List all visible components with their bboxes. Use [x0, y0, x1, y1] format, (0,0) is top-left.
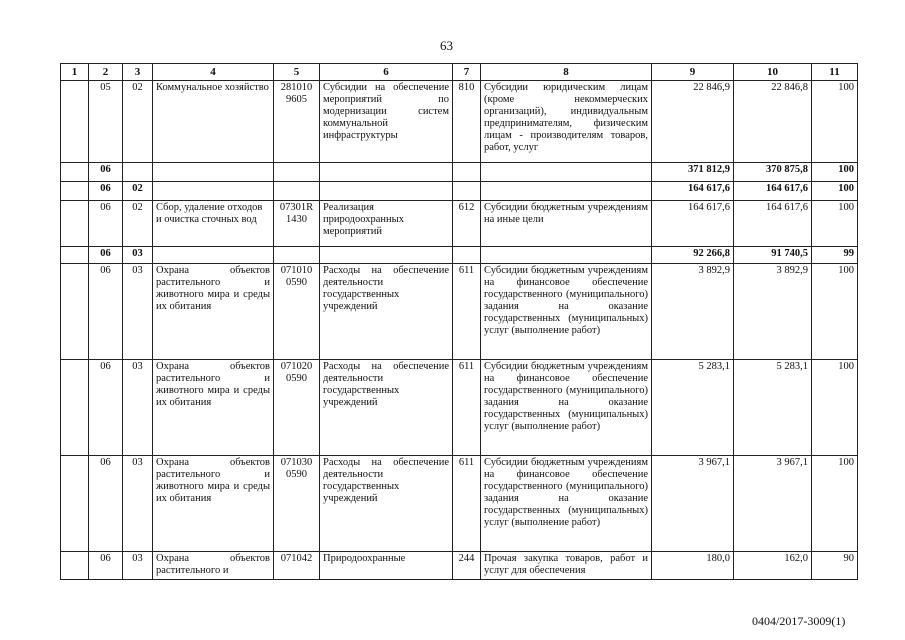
cell-expense-type	[453, 163, 481, 182]
cell-name-text: Охрана объектов растительного и	[156, 553, 270, 576]
budget-table	[60, 63, 858, 580]
header-col-2: 2	[89, 64, 123, 81]
table-row	[61, 360, 858, 456]
cell-plan: 180,0	[652, 552, 734, 580]
page-number: 63	[440, 38, 453, 53]
header-col-7: 7	[453, 64, 481, 81]
cell-executed: 5 283,1	[734, 360, 812, 456]
cell-empty	[61, 163, 89, 182]
cell-percent: 99	[812, 247, 858, 264]
cell-target-article: 281010 9605	[274, 81, 320, 163]
cell-plan: 5 283,1	[652, 360, 734, 456]
cell-target-article: 071042	[274, 552, 320, 580]
cell-expense-type	[453, 247, 481, 264]
cell-section: 06	[89, 247, 123, 264]
cell-target-article	[274, 247, 320, 264]
cell-percent: 100	[812, 360, 858, 456]
cell-expense-type-name	[481, 552, 652, 580]
cell-expense-type: 244	[453, 552, 481, 580]
table-row	[61, 247, 858, 264]
header-row	[61, 64, 858, 81]
cell-section: 06	[89, 264, 123, 360]
cell-empty	[61, 201, 89, 247]
cell-name: Коммунальное хозяйство	[153, 81, 274, 163]
cell-article-name	[320, 182, 453, 201]
cell-article-name	[320, 247, 453, 264]
cell-expense-type-name: Субсидии бюджетным учреждениям на финансовое обеспечение государственного (муниципального) задания на оказание государственных (муниципальных) услуг (выполнение работ)	[481, 360, 652, 456]
cell-subsection: 03	[123, 360, 153, 456]
cell-article-name	[320, 163, 453, 182]
cell-empty	[61, 456, 89, 552]
cell-subsection	[123, 163, 153, 182]
table-row	[61, 201, 858, 247]
header-col-11: 11	[812, 64, 858, 81]
cell-executed: 22 846,8	[734, 81, 812, 163]
cell-article-name: Расходы на обеспечение деятельности государственных учреждений	[320, 456, 453, 552]
table-row	[61, 552, 858, 580]
header-col-1: 1	[61, 64, 89, 81]
cell-expense-type	[453, 182, 481, 201]
cell-expense-type-name	[481, 247, 652, 264]
cell-percent: 90	[812, 552, 858, 580]
cell-article-name: Природоохранные	[320, 552, 453, 580]
cell-subsection: 03	[123, 456, 153, 552]
header-col-6: 6	[320, 64, 453, 81]
cell-expense-type: 612	[453, 201, 481, 247]
cell-article-name: Реализация природоохранных мероприятий	[320, 201, 453, 247]
cell-executed: 3 967,1	[734, 456, 812, 552]
cell-section: 05	[89, 81, 123, 163]
cell-name	[153, 247, 274, 264]
cell-name: Охрана объектов растительного и животного мира и среды их обитания	[153, 264, 274, 360]
cell-empty	[61, 182, 89, 201]
table-row	[61, 81, 858, 163]
cell-target-article: 07301R 1430	[274, 201, 320, 247]
cell-target-article: 071030 0590	[274, 456, 320, 552]
table-row	[61, 163, 858, 182]
table-row	[61, 456, 858, 552]
cell-empty	[61, 81, 89, 163]
cell-executed: 3 892,9	[734, 264, 812, 360]
header-col-9: 9	[652, 64, 734, 81]
cell-empty	[61, 247, 89, 264]
cell-subsection: 02	[123, 81, 153, 163]
document-code: 0404/2017-3009(1)	[752, 614, 846, 628]
cell-subsection: 03	[123, 247, 153, 264]
cell-empty	[61, 360, 89, 456]
cell-subsection: 02	[123, 182, 153, 201]
header-col-10: 10	[734, 64, 812, 81]
header-col-5: 5	[274, 64, 320, 81]
cell-empty	[61, 264, 89, 360]
cell-expense-type-name	[481, 182, 652, 201]
cell-name: Охрана объектов растительного и животного мира и среды их обитания	[153, 456, 274, 552]
cell-expense-type-name: Субсидии бюджетным учреждениям на финансовое обеспечение государственного (муниципального) задания на оказание государственных (муниципальных) услуг (выполнение работ)	[481, 456, 652, 552]
cell-section: 06	[89, 552, 123, 580]
cell-plan: 164 617,6	[652, 182, 734, 201]
cell-section: 06	[89, 182, 123, 201]
cell-article-name: Расходы на обеспечение деятельности государственных учреждений	[320, 360, 453, 456]
cell-executed: 91 740,5	[734, 247, 812, 264]
cell-name	[153, 182, 274, 201]
cell-plan: 164 617,6	[652, 201, 734, 247]
cell-section: 06	[89, 163, 123, 182]
cell-section: 06	[89, 360, 123, 456]
cell-executed: 164 617,6	[734, 201, 812, 247]
header-col-3: 3	[123, 64, 153, 81]
cell-name: Сбор, удаление отходов и очистка сточных вод	[153, 201, 274, 247]
cell-section: 06	[89, 201, 123, 247]
header-col-8: 8	[481, 64, 652, 81]
cell-expense-type: 611	[453, 360, 481, 456]
cell-percent: 100	[812, 264, 858, 360]
cell-executed: 162,0	[734, 552, 812, 580]
cell-percent: 100	[812, 201, 858, 247]
cell-expense-type-name: Субсидии бюджетным учреждениям на иные цели	[481, 201, 652, 247]
table-row	[61, 264, 858, 360]
cell-target-article: 071010 0590	[274, 264, 320, 360]
cell-percent: 100	[812, 81, 858, 163]
cell-subsection: 03	[123, 552, 153, 580]
cell-executed: 370 875,8	[734, 163, 812, 182]
cell-expense-type: 611	[453, 264, 481, 360]
cell-subsection: 02	[123, 201, 153, 247]
cell-target-article	[274, 182, 320, 201]
cell-plan: 371 812,9	[652, 163, 734, 182]
cell-plan: 3 967,1	[652, 456, 734, 552]
cell-executed: 164 617,6	[734, 182, 812, 201]
cell-expense-type: 810	[453, 81, 481, 163]
cell-plan: 3 892,9	[652, 264, 734, 360]
cell-name	[153, 163, 274, 182]
header-col-4: 4	[153, 64, 274, 81]
cell-percent: 100	[812, 182, 858, 201]
cell-subsection: 03	[123, 264, 153, 360]
cell-expense-type-name: Субсидии бюджетным учреждениям на финансовое обеспечение государственного (муниципального) задания на оказание государственных (муниципальных) услуг (выполнение работ)	[481, 264, 652, 360]
cell-plan: 92 266,8	[652, 247, 734, 264]
cell-percent: 100	[812, 456, 858, 552]
cell-expense-type: 611	[453, 456, 481, 552]
cell-target-article	[274, 163, 320, 182]
cell-name: Охрана объектов растительного и животного мира и среды их обитания	[153, 360, 274, 456]
cell-percent: 100	[812, 163, 858, 182]
cell-expense-type-name	[481, 163, 652, 182]
cell-name	[153, 552, 274, 580]
cell-article-name: Субсидии на обеспечение мероприятий по модернизации систем коммунальной инфраструктуры	[320, 81, 453, 163]
cell-article-name: Расходы на обеспечение деятельности государственных учреждений	[320, 264, 453, 360]
cell-empty	[61, 552, 89, 580]
cell-section: 06	[89, 456, 123, 552]
cell-plan: 22 846,9	[652, 81, 734, 163]
cell-expense-type-name: Субсидии юридическим лицам (кроме некоммерческих организаций), индивидуальным предпринимателям, физическим лицам - производителям товаров, работ, услуг	[481, 81, 652, 163]
cell-expense-type-name-text: Прочая закупка товаров, работ и услуг для обеспечения	[484, 553, 648, 576]
cell-target-article: 071020 0590	[274, 360, 320, 456]
table-row	[61, 182, 858, 201]
